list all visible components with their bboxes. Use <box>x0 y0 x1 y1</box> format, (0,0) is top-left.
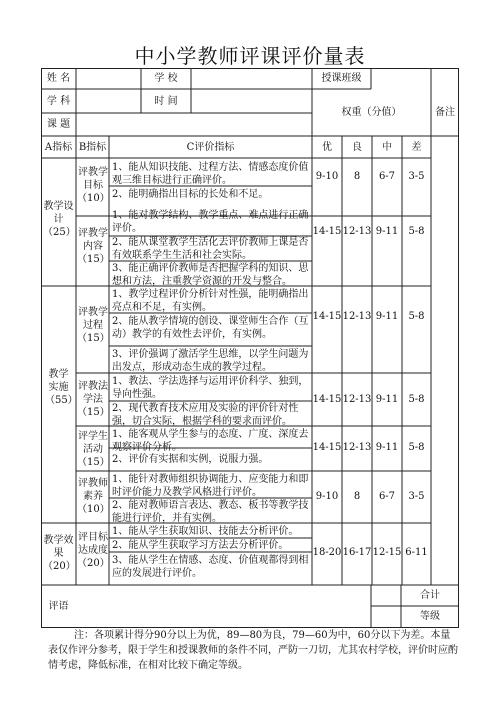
row-b-label: 评教法学法（15） <box>77 381 110 418</box>
score-good: 12-13 <box>342 394 372 405</box>
page-title: 中小学教师评课评价量表 <box>134 44 366 68</box>
criterion-text: 2、能从课堂教学生活化去评价教师上课是否有效联系学生生活和社会实际。 <box>112 237 309 261</box>
col-fair-header: 中 <box>382 142 392 153</box>
score-fair: 6-7 <box>378 491 396 502</box>
score-excellent: 9-10 <box>315 491 339 502</box>
criterion-text: 2、现代教育技术应用及实验的评价针对性强，切合实际，根据学科的要求而评价。 <box>112 403 299 427</box>
weight-label: 权重（分值） <box>341 107 402 118</box>
col-poor-header: 差 <box>411 142 422 153</box>
score-fair: 12-15 <box>372 547 402 558</box>
evaluation-table <box>41 68 459 628</box>
score-fair: 9-11 <box>375 311 399 322</box>
criterion-text: 2、能从学生获取学习方法去分析评价。 <box>112 540 289 551</box>
score-poor: 5-8 <box>408 394 425 405</box>
group-implementation-label: 教学实施（55） <box>45 369 78 406</box>
col-c-header: C评价指标 <box>186 142 235 153</box>
score-excellent: 18-20 <box>312 547 342 558</box>
row-b-label: 评目标达成度（20） <box>77 532 110 569</box>
row-b-label: 评教学过程（15） <box>77 307 110 344</box>
score-poor: 5-8 <box>408 311 425 322</box>
score-fair: 9-11 <box>375 394 399 405</box>
score-poor: 3-5 <box>408 491 425 502</box>
criterion-text: 1、能从知识技能、过程方法、情感态度价值观三维目标进行正确评价。 <box>112 162 309 186</box>
criterion-text: 1、能从学生获取知识、技能去分析评价。 <box>112 526 299 537</box>
score-good: 12-13 <box>342 442 372 453</box>
criterion-text: 3、评价强调了激活学生思维，以学生问题为出发点，形成动态生成的教学过程。 <box>112 349 309 373</box>
score-poor: 3-5 <box>408 171 425 182</box>
score-fair: 9-11 <box>375 442 399 453</box>
score-excellent: 14-15 <box>312 394 342 405</box>
group-design-label: 教学设计（25） <box>43 201 76 238</box>
row-b-label: 评教学内容（15） <box>77 228 110 265</box>
score-good: 12-13 <box>342 226 372 237</box>
subject-label: 学 科 <box>46 96 71 107</box>
row-b-label: 评教师素养（10） <box>77 478 110 515</box>
criterion-text: 3、能从学生在情感、态度、价值观都得到相应的发展进行评价。 <box>112 555 309 579</box>
score-fair: 6-7 <box>378 171 396 182</box>
score-excellent: 14-15 <box>312 311 342 322</box>
score-excellent: 14-15 <box>312 226 342 237</box>
criterion-text: 2、能明确指出目标的长处和不足。 <box>112 189 269 200</box>
score-poor: 5-8 <box>408 226 425 237</box>
col-a-header: A指标 <box>44 142 73 153</box>
score-poor: 6-11 <box>405 547 428 558</box>
criterion-text: 3、能正确评价教师是否把握学科的知识、思想和方法，注重教学资源的开发与整合。 <box>112 263 309 287</box>
score-fair: 9-11 <box>375 226 399 237</box>
row-b-label: 评教学目标（10） <box>77 167 110 204</box>
total-label: 合计 <box>420 590 440 601</box>
time-label: 时 间 <box>154 96 178 107</box>
score-poor: 5-8 <box>408 442 425 453</box>
score-good: 8 <box>353 171 361 182</box>
criterion-text: 2、能对教师语言表达、教态、板书等教学技能进行评价，并有实例。 <box>112 500 309 524</box>
topic-label: 课 题 <box>46 119 71 130</box>
comment-label: 评语 <box>48 601 69 612</box>
criterion-text: 2、能从教学情境的创设、课堂师生合作（互动）教学的有效性去评价，有实例。 <box>112 316 309 340</box>
grade-label: 等级 <box>420 611 440 622</box>
criterion-text: 1、教法、学法选择与运用评价科学、独到，导向性强。 <box>112 376 309 400</box>
class-label: 授课班级 <box>321 73 362 84</box>
school-label: 学 校 <box>154 73 178 84</box>
row-b-label: 评学生活动（15） <box>77 431 110 468</box>
criterion-text: 2、评价有实据和实例，说服力强。 <box>112 454 269 465</box>
criterion-text: 1、能客观从学生参与的态度、广度、深度去观察评价分析。 <box>112 429 309 453</box>
footnote: 注：各项累计得分90分以上为优，89—80为良，79—60为中，60分以下为差。本量表仅作评分参考，限于学生和授课教师的条件不同，严防一刀切，尤其农村学校，评价时应酌情考虑，降低标准，在相对比较下确定等级。 <box>48 630 458 671</box>
score-good: 8 <box>353 491 361 502</box>
score-excellent: 9-10 <box>315 171 339 182</box>
col-excellent-header: 优 <box>322 142 332 153</box>
col-b-header: B指标 <box>78 142 107 153</box>
col-good-header: 良 <box>352 142 362 153</box>
criterion-text: 1、教学过程评价分析针对性强，能明确指出亮点和不足，有实例。 <box>112 289 309 313</box>
score-good: 16-17 <box>342 547 372 558</box>
name-label: 姓 名 <box>46 73 71 84</box>
score-excellent: 14-15 <box>312 442 342 453</box>
group-effect-label: 教学效果（20） <box>43 535 76 572</box>
remark-label: 备注 <box>435 107 455 118</box>
criterion-text: 1、能针对教师组织协调能力、应变能力和即时评价能力及教学风格进行评价。 <box>112 474 309 498</box>
criterion-text: 1、能对教学结构、教学重点、难点进行正确评价。 <box>112 210 309 234</box>
score-good: 12-13 <box>342 311 372 322</box>
